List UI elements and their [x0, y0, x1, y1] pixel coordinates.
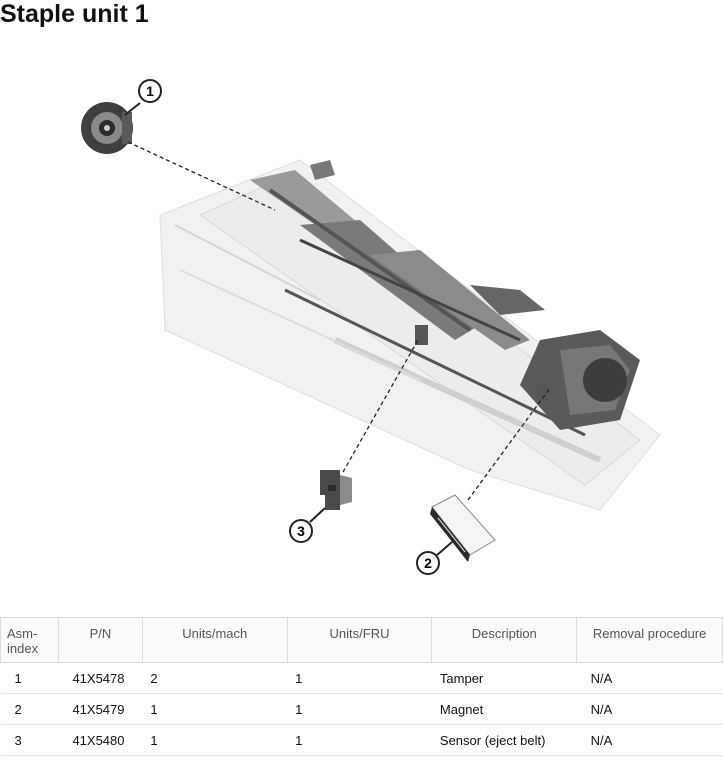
callout-1 — [125, 80, 161, 115]
cell-index: 2 — [1, 694, 59, 725]
cell-units-fru: 1 — [287, 663, 432, 694]
cell-pn: 41X5480 — [58, 725, 142, 756]
table-row — [1, 694, 723, 725]
cell-units-fru: 1 — [287, 694, 432, 725]
cell-description: Tamper — [432, 663, 577, 694]
cell-units-mach: 1 — [142, 694, 287, 725]
table-row — [1, 663, 723, 694]
page-title: Staple unit 1 — [0, 0, 149, 28]
cell-index: 3 — [1, 725, 59, 756]
callout-2-label: 2 — [424, 555, 432, 571]
cell-description: Magnet — [432, 694, 577, 725]
cell-units-fru: 1 — [287, 725, 432, 756]
callout-1-label: 1 — [146, 83, 154, 99]
header-units-fru: Units/FRU — [287, 618, 432, 663]
part-1-tamper — [81, 102, 133, 154]
cell-index: 1 — [1, 663, 59, 694]
cell-description: Sensor (eject belt) — [432, 725, 577, 756]
header-removal-procedure: Removal procedure — [577, 618, 723, 663]
callout-3 — [290, 508, 325, 542]
cell-pn: 41X5479 — [58, 694, 142, 725]
cell-units-mach: 1 — [142, 725, 287, 756]
cell-removal: N/A — [577, 663, 723, 694]
cell-pn: 41X5478 — [58, 663, 142, 694]
exploded-parts-diagram — [0, 40, 723, 610]
cell-removal: N/A — [577, 694, 723, 725]
table-header-row — [1, 618, 723, 663]
part-3-sensor — [320, 470, 352, 510]
cell-units-mach: 2 — [142, 663, 287, 694]
callout-3-label: 3 — [297, 523, 305, 539]
cell-removal: N/A — [577, 725, 723, 756]
callout-2 — [417, 542, 452, 574]
header-units-mach: Units/mach — [142, 618, 287, 663]
header-pn: P/N — [58, 618, 142, 663]
parts-table — [0, 617, 723, 756]
staple-unit-assembly — [160, 160, 660, 510]
header-description: Description — [432, 618, 577, 663]
table-row — [1, 725, 723, 756]
header-asm-index: Asm- index — [1, 618, 59, 663]
